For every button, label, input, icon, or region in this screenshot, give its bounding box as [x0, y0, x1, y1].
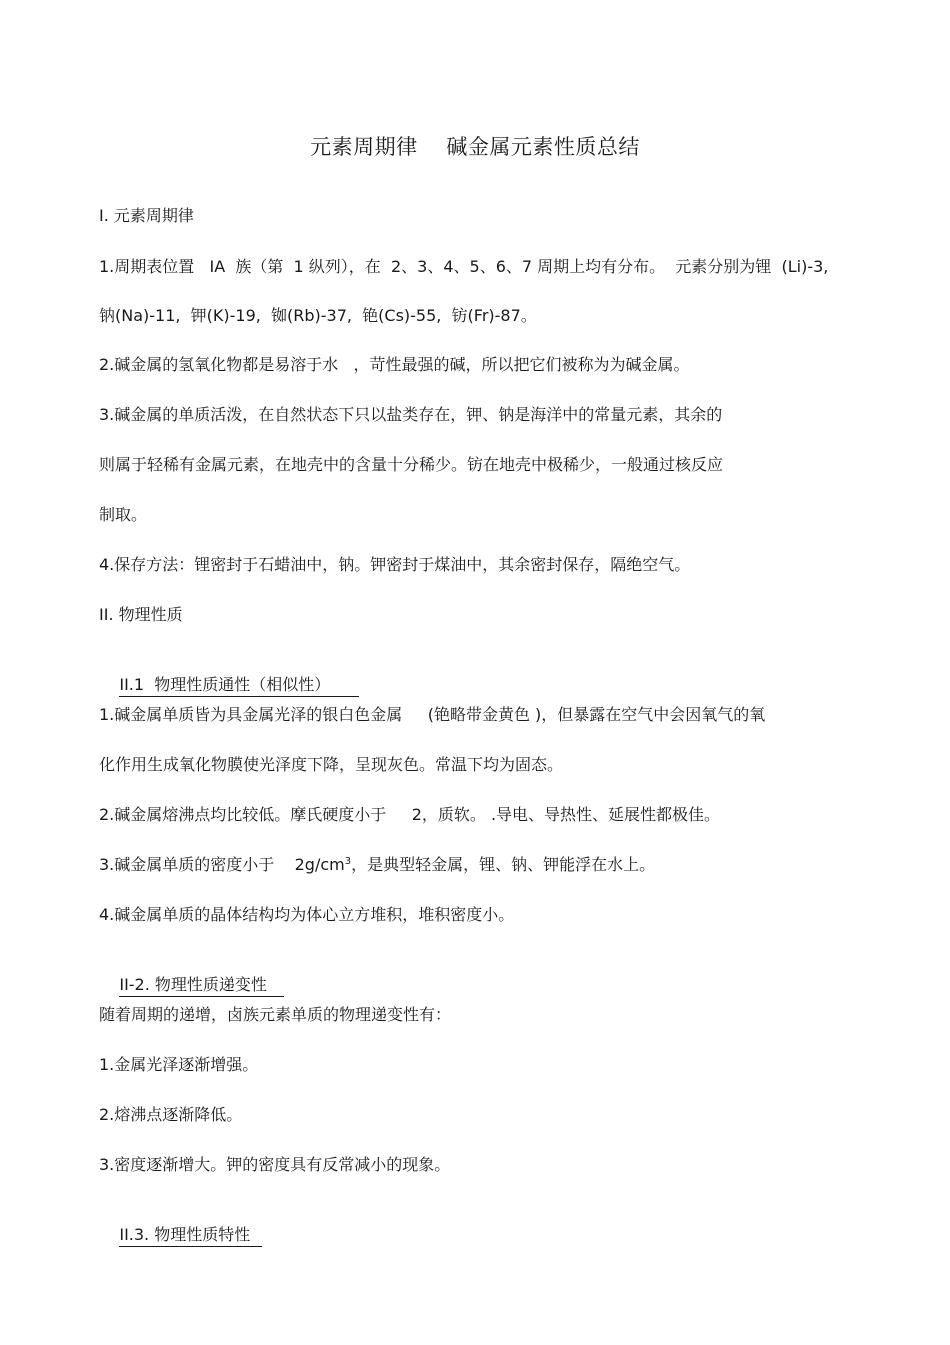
paragraph-line: 1.碱金属单质皆为具金属光泽的银白色金属 (铯略带金黄色 )，但暴露在空气中会因氧气的氧: [99, 705, 766, 724]
section-heading: I. 元素周期律: [99, 206, 194, 225]
paragraph-line: 1.周期表位置 IA 族（第 1 纵列），在 2、3、4、5、6、7 周期上均有分布。 元素分别为锂 (Li)-3,: [99, 257, 829, 276]
paragraph-line: 4.保存方法：锂密封于石蜡油中，钠。钾密封于煤油中，其余密封保存，隔绝空气。: [99, 555, 691, 574]
paragraph-line: 3.碱金属的单质活泼，在自然状态下只以盐类存在，钾、钠是海洋中的常量元素，其余的: [99, 405, 723, 424]
paragraph-line: 2.碱金属熔沸点均比较低。摩氏硬度小于 2，质软。 .导电、导热性、延展性都极佳。: [99, 805, 721, 824]
paragraph-line: 钠(Na)-11, 钾(K)-19, 铷(Rb)-37, 铯(Cs)-55, 钫(Fr)-87。: [99, 306, 537, 325]
list-item: 3.密度逐渐增大。钾的密度具有反常减小的现象。: [99, 1155, 451, 1174]
subsection-heading-text: II.3. 物理性质特性: [119, 1225, 262, 1247]
subsection-heading-text: II.1 物理性质通性（相似性）: [119, 675, 359, 697]
density-text-post: ，是典型轻金属，锂、钠、钾能浮在水上。: [351, 855, 656, 874]
density-exponent: 3: [344, 856, 352, 867]
paragraph-line: 则属于轻稀有金属元素，在地壳中的含量十分稀少。钫在地壳中极稀少，一般通过核反应: [99, 455, 724, 474]
list-item: 2.熔沸点逐渐降低。: [99, 1105, 243, 1124]
paragraph-line: 随着周期的递增，卤族元素单质的物理递变性有：: [99, 1005, 452, 1024]
paragraph-line: 制取。: [99, 505, 148, 524]
subsection-heading-text: II-2. 物理性质递变性: [119, 975, 284, 997]
document-title: 元素周期律 碱金属元素性质总结: [310, 135, 640, 159]
density-text-pre: 3.碱金属单质的密度小于 2g/cm: [99, 855, 345, 874]
paragraph-line: 4.碱金属单质的晶体结构均为体心立方堆积，堆积密度小。: [99, 905, 515, 924]
paragraph-line: 2.碱金属的氢氧化物都是易溶于水 ，苛性最强的碱，所以把它们被称为为碱金属。: [99, 355, 690, 374]
paragraph-line: [99, 855, 655, 875]
section-heading: II. 物理性质: [99, 605, 183, 624]
list-item: 1.金属光泽逐渐增强。: [99, 1055, 259, 1074]
paragraph-line: 化作用生成氧化物膜使光泽度下降，呈现灰色。常温下均为固态。: [99, 755, 564, 774]
subsection-heading: [99, 1205, 262, 1267]
